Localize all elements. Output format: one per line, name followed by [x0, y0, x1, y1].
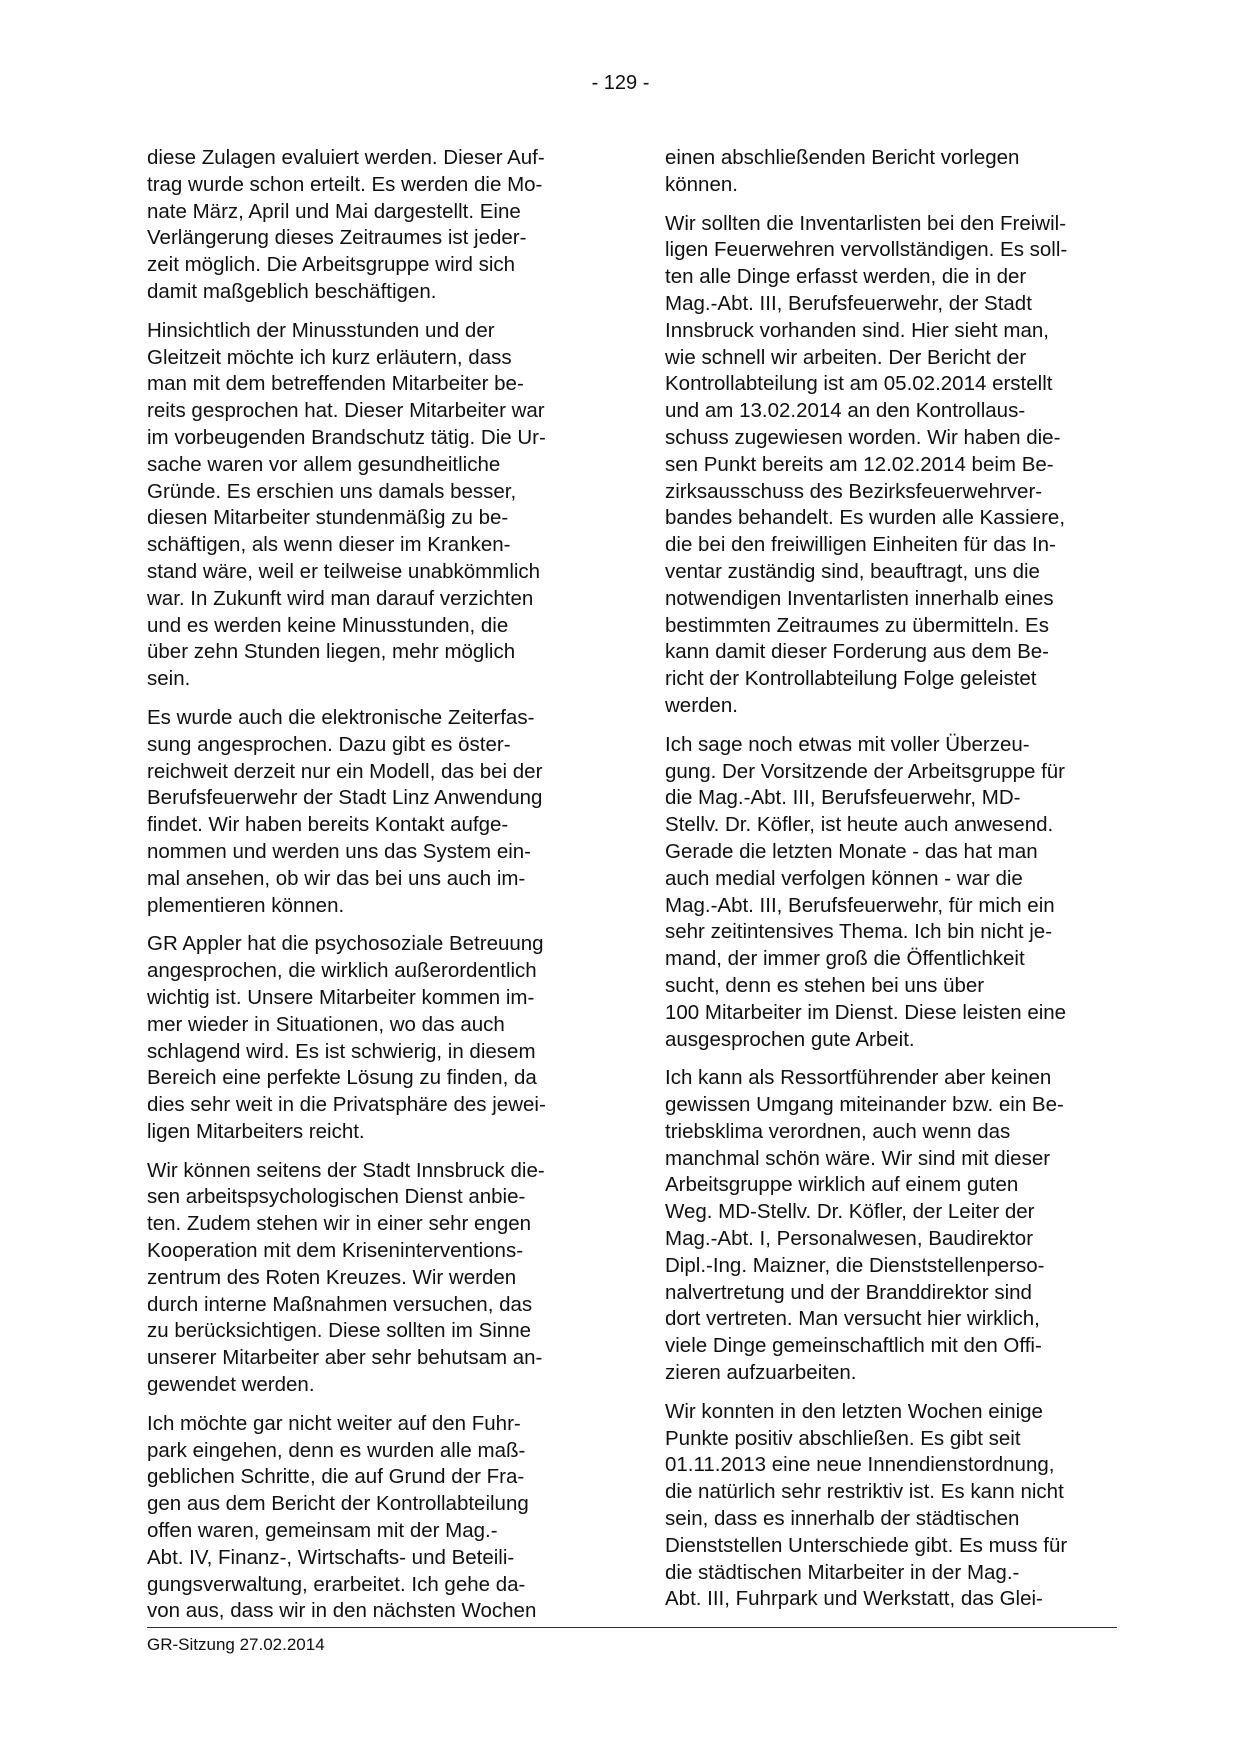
paragraph: Wir konnten in den letzten Wochen einige Punkte positiv abschließen. Es gibt seit 01.11.2013 eine neue Innendienstordnung, die natürlich sehr restriktiv ist. Es kann nicht sein, dass es innerhalb der städtischen Dienststellen Unterschiede gibt. Es muss für die städtischen Mitarbeiter in der Mag.- Abt. III, Fuhrpark und Werkstatt, das Glei-: [665, 1399, 1068, 1611]
paragraph: GR Appler hat die psychosoziale Betreuung angesprochen, die wirklich außerordentlich wichtig ist. Unsere Mitarbeiter kommen im- mer wieder in Situationen, wo das auch schlagend wird. Es ist schwierig, in diesem Bereich eine perfekte Lösung zu finden, da dies sehr weit in die Privatsphäre des jewei- ligen Mitarbeiters reicht.: [147, 932, 546, 1143]
left-column: [147, 145, 587, 1637]
paragraph: diese Zulagen evaluiert werden. Dieser Auf- trag wurde schon erteilt. Es werden die Mo- nate März, April und Mai dargestellt. Eine Verlängerung dieses Zeitraumes ist jeder- zeit möglich. Die Arbeitsgruppe wird sich damit maßgeblich beschäftigen.: [147, 146, 545, 303]
paragraph: Wir sollten die Inventarlisten bei den Freiwil- ligen Feuerwehren vervollständigen. Es soll- ten alle Dinge erfasst werden, die in der Mag.-Abt. III, Berufsfeuerwehr, der Stadt Innsbruck vorhanden sind. Hier sieht man, wie schnell wir arbeiten. Der Bericht der Kontrollabteilung ist am 05.02.2014 erstellt und am 13.02.2014 an den Kontrollaus- schuss zugewiesen worden. Wir haben die- sen Punkt bereits am 12.02.2014 beim Be- zirksausschuss des Bezirksfeuerwehrver- bandes behandelt. Es wurden alle Kassiere, die bei den freiwilligen Einheiten für das In- ventar zuständig sind, beauftragt, uns die notwendigen Inventarlisten innerhalb eines bestimmten Zeitraumes zu übermitteln. Es kann damit dieser Forderung aus dem Be- richt der Kontrollabteilung Folge geleistet werden.: [665, 211, 1068, 717]
paragraph: Wir können seitens der Stadt Innsbruck die- sen arbeitspsychologischen Dienst anbie- ten. Zudem stehen wir in einer sehr engen Kooperation mit dem Kriseninterventions- zentrum des Roten Kreuzes. Wir werden durch interne Maßnahmen versuchen, das zu berücksichtigen. Diese sollten im Sinne unserer Mitarbeiter aber sehr behutsam an- gewendet werden.: [147, 1158, 545, 1397]
right-column: [665, 145, 1105, 1625]
paragraph: Ich möchte gar nicht weiter auf den Fuhr- park eingehen, denn es wurden alle maß- geblichen Schritte, die auf Grund der Fra- gen aus dem Bericht der Kontrollabteilung offen waren, gemeinsam mit der Mag.- Abt. IV, Finanz-, Wirtschafts- und Beteili- gungsverwaltung, erarbeitet. Ich gehe da- von aus, dass wir in den nächsten Wochen: [147, 1411, 537, 1623]
page-number: - 129 -: [591, 72, 650, 94]
paragraph: Hinsichtlich der Minusstunden und der Gleitzeit möchte ich kurz erläutern, dass man mit dem betreffenden Mitarbeiter be- reits gesprochen hat. Dieser Mitarbeiter war im vorbeugenden Brandschutz tätig. Die Ur- sache waren vor allem gesundheitliche Gründe. Es erschien uns damals besser, diesen Mitarbeiter stundenmäßig zu be- schäftigen, als wenn dieser im Kranken- stand wäre, weil er teilweise unabkömmlich war. In Zukunft wird man darauf verzichten und es werden keine Minusstunden, die über zehn Stunden liegen, mehr möglich sein.: [147, 318, 546, 691]
footer-divider: [147, 1627, 1117, 1628]
paragraph: Ich kann als Ressortführender aber keinen gewissen Umgang miteinander bzw. ein Be- triebsklima verordnen, auch wenn das manchmal schön wäre. Wir sind mit dieser Arbeitsgruppe wirklich auf einem guten Weg. MD-Stellv. Dr. Köfler, der Leiter der Mag.-Abt. I, Personalwesen, Baudirektor Dipl.-Ing. Maizner, die Dienststellenperso- nalvertretung und der Branddirektor sind dort vertreten. Man versucht hier wirklich, viele Dinge gemeinschaftlich mit den Offi- zieren aufzuarbeiten.: [665, 1066, 1064, 1385]
paragraph: Ich sage noch etwas mit voller Überzeu- gung. Der Vorsitzende der Arbeitsgruppe für die Mag.-Abt. III, Berufsfeuerwehr, MD- Stellv. Dr. Köfler, ist heute auch anwesend. Gerade die letzten Monate - das hat man auch medial verfolgen können - war die Mag.-Abt. III, Berufsfeuerwehr, für mich ein sehr zeitintensives Thema. Ich bin nicht je- mand, der immer groß die Öffentlichkeit sucht, denn es stehen bei uns über 100 Mitarbeiter im Dienst. Diese leisten eine ausgesprochen gute Arbeit.: [665, 732, 1067, 1051]
paragraph: einen abschließenden Bericht vorlegen können.: [665, 146, 1020, 196]
paragraph: Es wurde auch die elektronische Zeiterfas- sung angesprochen. Dazu gibt es öster- reichweit derzeit nur ein Modell, das bei der Berufsfeuerwehr der Stadt Linz Anwendung findet. Wir haben bereits Kontakt aufge- nommen und werden uns das System ein- mal ansehen, ob wir das bei uns auch im- plementieren können.: [147, 705, 543, 917]
footer-text: GR-Sitzung 27.02.2014: [147, 1635, 325, 1654]
